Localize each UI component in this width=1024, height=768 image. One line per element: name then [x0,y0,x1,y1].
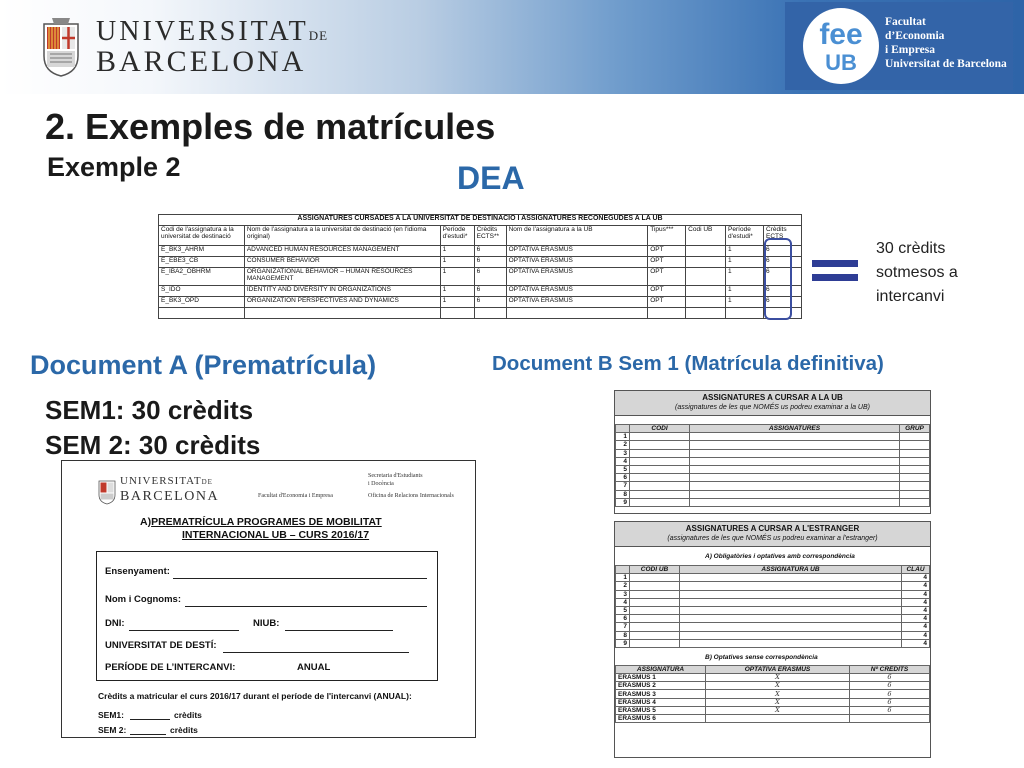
cell[interactable] [690,474,900,482]
dea-cell: OPT [648,268,686,286]
row-number: 3 [616,590,630,598]
header-band [0,0,1024,94]
table-row [616,449,930,457]
doc-b-table2-idx-header [616,566,630,574]
erasmus-label: ERASMUS 3 [616,690,706,698]
dea-cell: OPT [648,297,686,308]
doc-b-table1-col-codi: CODI [630,425,690,433]
cell[interactable] [630,482,690,490]
credits-column-highlight [764,238,792,320]
cell[interactable] [690,433,900,441]
clau-value: 4 [902,615,930,623]
ub-wordmark-line1: UNIVERSITATDE [96,16,329,47]
handwritten-mark: X [706,706,850,714]
cell[interactable] [900,465,930,473]
equals-sign-top [812,260,858,267]
equals-sign-bottom [812,274,858,281]
table-row [616,698,930,706]
table-row [159,268,802,286]
doc-a-field-box [96,551,438,681]
doc-b-table1-title-2: (assignatures de les que NOMÉS us podreu examinar a la UB) [675,404,870,411]
dea-cell: E_BK3_OPD [159,297,245,308]
table-row [616,639,930,647]
field-periode-value: ANUAL [297,662,331,673]
ub-shield-icon [40,16,82,78]
table-row [616,715,930,723]
field-nom-label: Nom i Cognoms: [105,594,181,605]
cell[interactable] [630,631,680,639]
field-niub-line[interactable] [285,630,393,631]
side-note-line-3: intercanvi [876,288,945,305]
dea-cell: IDENTITY AND DIVERSITY IN ORGANIZATIONS [244,286,440,297]
row-number: 1 [616,574,630,582]
page-subtitle: Exemple 2 [47,152,181,182]
dea-cell: OPT [648,257,686,268]
dea-cell: 6 [474,268,506,286]
doc-b-table1-idx-header [616,425,630,433]
field-nom-line[interactable] [185,606,427,607]
dea-cell [726,308,764,319]
doc-b-section-b: B) Optatives sense correspondència [705,653,818,661]
dea-cell: OPTATIVA ERASMUS [506,246,648,257]
fee-logo-text: fee [819,18,863,51]
cell[interactable] [630,574,680,582]
cell[interactable] [630,441,690,449]
dea-cell: 6 [764,286,802,297]
handwritten-credits: 6 [850,674,930,682]
dea-cell: 1 [440,286,474,297]
doc-a-sem1-label: SEM1: [98,710,124,720]
doc-a-office-2: i Docència [368,481,394,487]
dea-cell: 6 [474,246,506,257]
cell[interactable] [680,623,902,631]
clau-value: 4 [902,606,930,614]
field-dni-line[interactable] [129,630,239,631]
table-row [616,674,930,682]
row-number: 4 [616,457,630,465]
erasmus-label: ERASMUS 6 [616,715,706,723]
handwritten-credits: 6 [850,698,930,706]
table-row [616,465,930,473]
doc-b-table1 [615,424,930,507]
dea-cell: 6 [764,268,802,286]
handwritten-credits [850,715,930,723]
sem1-credits: SEM1: 30 crèdits [45,395,254,425]
cell[interactable] [690,498,900,506]
cell[interactable] [630,639,680,647]
cell[interactable] [630,598,680,606]
dea-cell: 6 [764,297,802,308]
row-number: 7 [616,482,630,490]
doc-b-table2-title-2: (assignatures de les que NOMÉS us podreu examinar a l'estranger) [667,535,878,542]
doc-a-sem1-credits-word: crèdits [174,710,202,720]
cell[interactable] [630,474,690,482]
clau-value: 4 [902,598,930,606]
dea-cell: 1 [726,257,764,268]
faculty-line-1: Facultat [885,16,926,28]
table-row [616,582,930,590]
handwritten-mark: X [706,690,850,698]
dea-cell [686,308,726,319]
ub-shield-icon [98,477,116,505]
cell[interactable] [630,623,680,631]
cell[interactable] [680,615,902,623]
doc-a-sem1-line[interactable] [130,719,170,720]
dea-cell: 1 [440,268,474,286]
dea-cell [648,308,686,319]
row-number: 2 [616,441,630,449]
cell[interactable] [680,582,902,590]
dea-cell: ORGANIZATION PERSPECTIVES AND DYNAMICS [244,297,440,308]
doc-a-sem2-credits-word: crèdits [170,725,198,735]
doc-b-table2-col-codi: CODI UB [630,566,680,574]
row-number: 7 [616,623,630,631]
doc-a-form-prefix: A) [140,516,152,528]
doc-a-form-title-1: PREMATRÍCULA PROGRAMES DE MOBILITAT [151,516,382,528]
doc-a-sem2-line[interactable] [130,734,166,735]
field-desti-label: UNIVERSITAT DE DESTÍ: [105,640,217,651]
erasmus-label: ERASMUS 4 [616,698,706,706]
field-ensenyament-line[interactable] [173,578,427,579]
table-row [616,706,930,714]
cell[interactable] [630,606,680,614]
doc-a-form-title [140,516,400,542]
field-ensenyament-label: Ensenyament: [105,566,170,577]
dea-cell [440,308,474,319]
cell[interactable] [680,606,902,614]
field-dni-label: DNI: [105,618,125,629]
row-number: 8 [616,490,630,498]
dea-cell [686,297,726,308]
dea-cell [159,308,245,319]
cell[interactable] [630,490,690,498]
dea-col-header: Tipus*** [648,226,686,246]
dea-col-header: Crèdits ECTS** [474,226,506,246]
dea-cell [686,257,726,268]
table-row [616,482,930,490]
table-row [616,574,930,582]
cell[interactable] [900,441,930,449]
cell[interactable] [630,498,690,506]
table-row [616,598,930,606]
dea-cell [686,268,726,286]
field-niub-label: NIUB: [253,618,280,629]
doc-b-table2-col-assignatura: ASSIGNATURA UB [680,566,902,574]
clau-value: 4 [902,631,930,639]
dea-cell: OPT [648,246,686,257]
cell[interactable] [690,490,900,498]
dea-table-scan [158,214,802,328]
doc-b-table2-title-1: ASSIGNATURES A CURSAR A L'ESTRANGER [685,524,860,533]
row-number: 9 [616,639,630,647]
cell[interactable] [680,590,902,598]
dea-cell: 6 [474,286,506,297]
doc-b-table2a [615,565,930,648]
doc-a-office-1: Secretaria d'Estudiants [368,473,423,479]
cell[interactable] [630,449,690,457]
doc-b-table1-col-assignatures: ASSIGNATURES [690,425,900,433]
dea-cell: 6 [764,246,802,257]
dea-cell [474,308,506,319]
doc-a-office-3: Oficina de Relacions Internacionals [368,493,454,499]
doc-b-table1-header [615,391,930,416]
cell[interactable] [900,474,930,482]
side-note-line-1: 30 crèdits [876,240,946,257]
doc-a-form-title-2: INTERNACIONAL UB – CURS 2016/17 [182,529,370,541]
dea-cell: S_IDO [159,286,245,297]
row-number: 3 [616,449,630,457]
table-row [616,623,930,631]
doc-a-scan [61,460,476,738]
doc-b-table2b [615,665,930,723]
clau-value: 4 [902,590,930,598]
doc-a-sem2-label: SEM 2: [98,725,127,735]
dea-cell: CONSUMER BEHAVIOR [244,257,440,268]
ub-wordmark-line2: BARCELONA [96,45,307,78]
dea-cell [506,308,648,319]
cell[interactable] [900,433,930,441]
cell[interactable] [680,574,902,582]
doc-a-heading: Document A (Prematrícula) [30,350,377,380]
cell[interactable] [900,457,930,465]
ub-logo [40,14,329,80]
doc-b-table2-scan [614,521,931,758]
row-number: 8 [616,631,630,639]
dea-cell: E_BK3_AHRM [159,246,245,257]
dea-label: DEA [457,160,525,196]
table-row [616,474,930,482]
doc-a-faculty: Facultat d'Economia i Empresa [258,493,333,499]
dea-col-header: Període d'estudi* [726,226,764,246]
dea-cell [686,246,726,257]
dea-col-header: Crèdits ECTS [764,226,802,246]
cell[interactable] [680,639,902,647]
doc-a-univ-de: DE [201,478,213,486]
dea-cell: 6 [764,257,802,268]
handwritten-mark: X [706,674,850,682]
cell[interactable] [900,482,930,490]
erasmus-label: ERASMUS 1 [616,674,706,682]
cell[interactable] [630,615,680,623]
doc-a-univ-line2: BARCELONA [120,489,220,504]
doc-b-heading: Document B Sem 1 (Matrícula definitiva) [492,352,884,375]
cell[interactable] [690,457,900,465]
dea-cell: E_IBA2_OBHRM [159,268,245,286]
row-number: 9 [616,498,630,506]
row-number: 1 [616,433,630,441]
dea-col-header: Nom de l'assignatura a la universitat de destinació (en l'idioma original) [244,226,440,246]
table-row [616,682,930,690]
dea-cell: ORGANIZATIONAL BEHAVIOR – HUMAN RESOURCES MANAGEMENT [244,268,440,286]
dea-cell: E_EBE3_CB [159,257,245,268]
clau-value: 4 [902,623,930,631]
faculty-line-3: i Empresa [885,44,935,56]
dea-cell: 1 [440,257,474,268]
row-number: 6 [616,474,630,482]
table-row [616,606,930,614]
row-number: 4 [616,598,630,606]
page-title: 2. Exemples de matrícules [45,106,496,147]
cell[interactable] [690,449,900,457]
doc-a-univ-line1: UNIVERSITATDE [120,475,213,487]
dea-cell: 6 [474,297,506,308]
faculty-line-2: d’Economia [885,30,945,42]
cell[interactable] [630,582,680,590]
doc-b-table2b-col-assignatura: ASSIGNATURA [616,665,706,673]
clau-value: 4 [902,574,930,582]
dea-table-caption: ASSIGNATURES CURSADES A LA UNIVERSITAT DE DESTINACIÓ I ASSIGNATURES RECONEGUDES A LA UB [159,215,802,226]
table-row [616,457,930,465]
cell[interactable] [630,433,690,441]
doc-b-section-a: A) Obligatòries i optatives amb correspondència [705,553,855,560]
dea-cell [686,286,726,297]
table-row [616,615,930,623]
dea-col-header: Codi UB [686,226,726,246]
erasmus-label: ERASMUS 2 [616,682,706,690]
dea-cell: 1 [726,268,764,286]
fee-logo-ub-text: UB [825,50,857,75]
table-row [616,433,930,441]
doc-b-table1-title-1: ASSIGNATURES A CURSAR A LA UB [702,393,843,402]
sem2-credits: SEM 2: 30 crèdits [45,430,261,460]
cell[interactable] [680,598,902,606]
dea-cell: 1 [726,286,764,297]
field-periode-label: PERÍODE DE L’INTERCANVI: [105,662,236,673]
faculty-line-4: Universitat de Barcelona [885,58,1007,70]
cell[interactable] [900,498,930,506]
dea-cell: 1 [726,246,764,257]
side-note-line-2: sotmesos a [876,264,958,281]
dea-cell [244,308,440,319]
handwritten-credits: 6 [850,682,930,690]
handwritten-credits: 6 [850,706,930,714]
handwritten-mark: X [706,682,850,690]
doc-b-table1-col-grup: GRUP [900,425,930,433]
row-number: 6 [616,615,630,623]
dea-cell: 1 [440,297,474,308]
dea-cell: 1 [440,246,474,257]
row-number: 5 [616,465,630,473]
dea-col-header: Període d'estudi* [440,226,474,246]
dea-cell: OPTATIVA ERASMUS [506,297,648,308]
clau-value: 4 [902,582,930,590]
cell[interactable] [900,449,930,457]
clau-value: 4 [902,639,930,647]
dea-cell: OPTATIVA ERASMUS [506,257,648,268]
handwritten-mark: X [706,698,850,706]
dea-cell: OPTATIVA ERASMUS [506,286,648,297]
cell[interactable] [690,441,900,449]
ub-wordmark-de: DE [308,28,329,43]
cell[interactable] [690,465,900,473]
dea-cell: 6 [474,257,506,268]
cell[interactable] [630,465,690,473]
handwritten-mark [706,715,850,723]
table-row [616,631,930,639]
doc-b-table2-header [615,522,930,547]
cell[interactable] [630,457,690,465]
doc-b-table2b-col-optativa: OPTATIVA ERASMUS [706,665,850,673]
table-row [616,441,930,449]
handwritten-credits: 6 [850,690,930,698]
table-row [616,690,930,698]
dea-cell: 1 [726,297,764,308]
table-row [159,286,802,297]
doc-b-table1-scan [614,390,931,514]
table-row [616,490,930,498]
dea-col-header: Codi de l'assignatura a la universitat de destinació [159,226,245,246]
fee-logo-circle [803,8,879,84]
table-row [616,590,930,598]
dea-cell: OPTATIVA ERASMUS [506,268,648,286]
doc-b-table2b-col-credits: Nº CRÈDITS [850,665,930,673]
cell[interactable] [900,490,930,498]
dea-col-header: Nom de l'assignatura a la UB [506,226,648,246]
doc-b-table2-col-clau: CLAU [902,566,930,574]
table-row [159,257,802,268]
doc-a-footer-intro: Crèdits a matricular el curs 2016/17 durant el període de l'intercanvi (ANUAL): [98,691,412,701]
row-number: 5 [616,606,630,614]
cell[interactable] [690,482,900,490]
table-row [159,246,802,257]
table-row [159,308,802,319]
table-row [159,297,802,308]
dea-cell: ADVANCED HUMAN RESOURCES MANAGEMENT [244,246,440,257]
cell[interactable] [680,631,902,639]
row-number: 2 [616,582,630,590]
table-row [616,498,930,506]
cell[interactable] [630,590,680,598]
fee-logo-panel [785,2,1013,90]
dea-table [158,214,802,319]
field-desti-line[interactable] [223,652,409,653]
dea-cell: OPT [648,286,686,297]
erasmus-label: ERASMUS 5 [616,706,706,714]
